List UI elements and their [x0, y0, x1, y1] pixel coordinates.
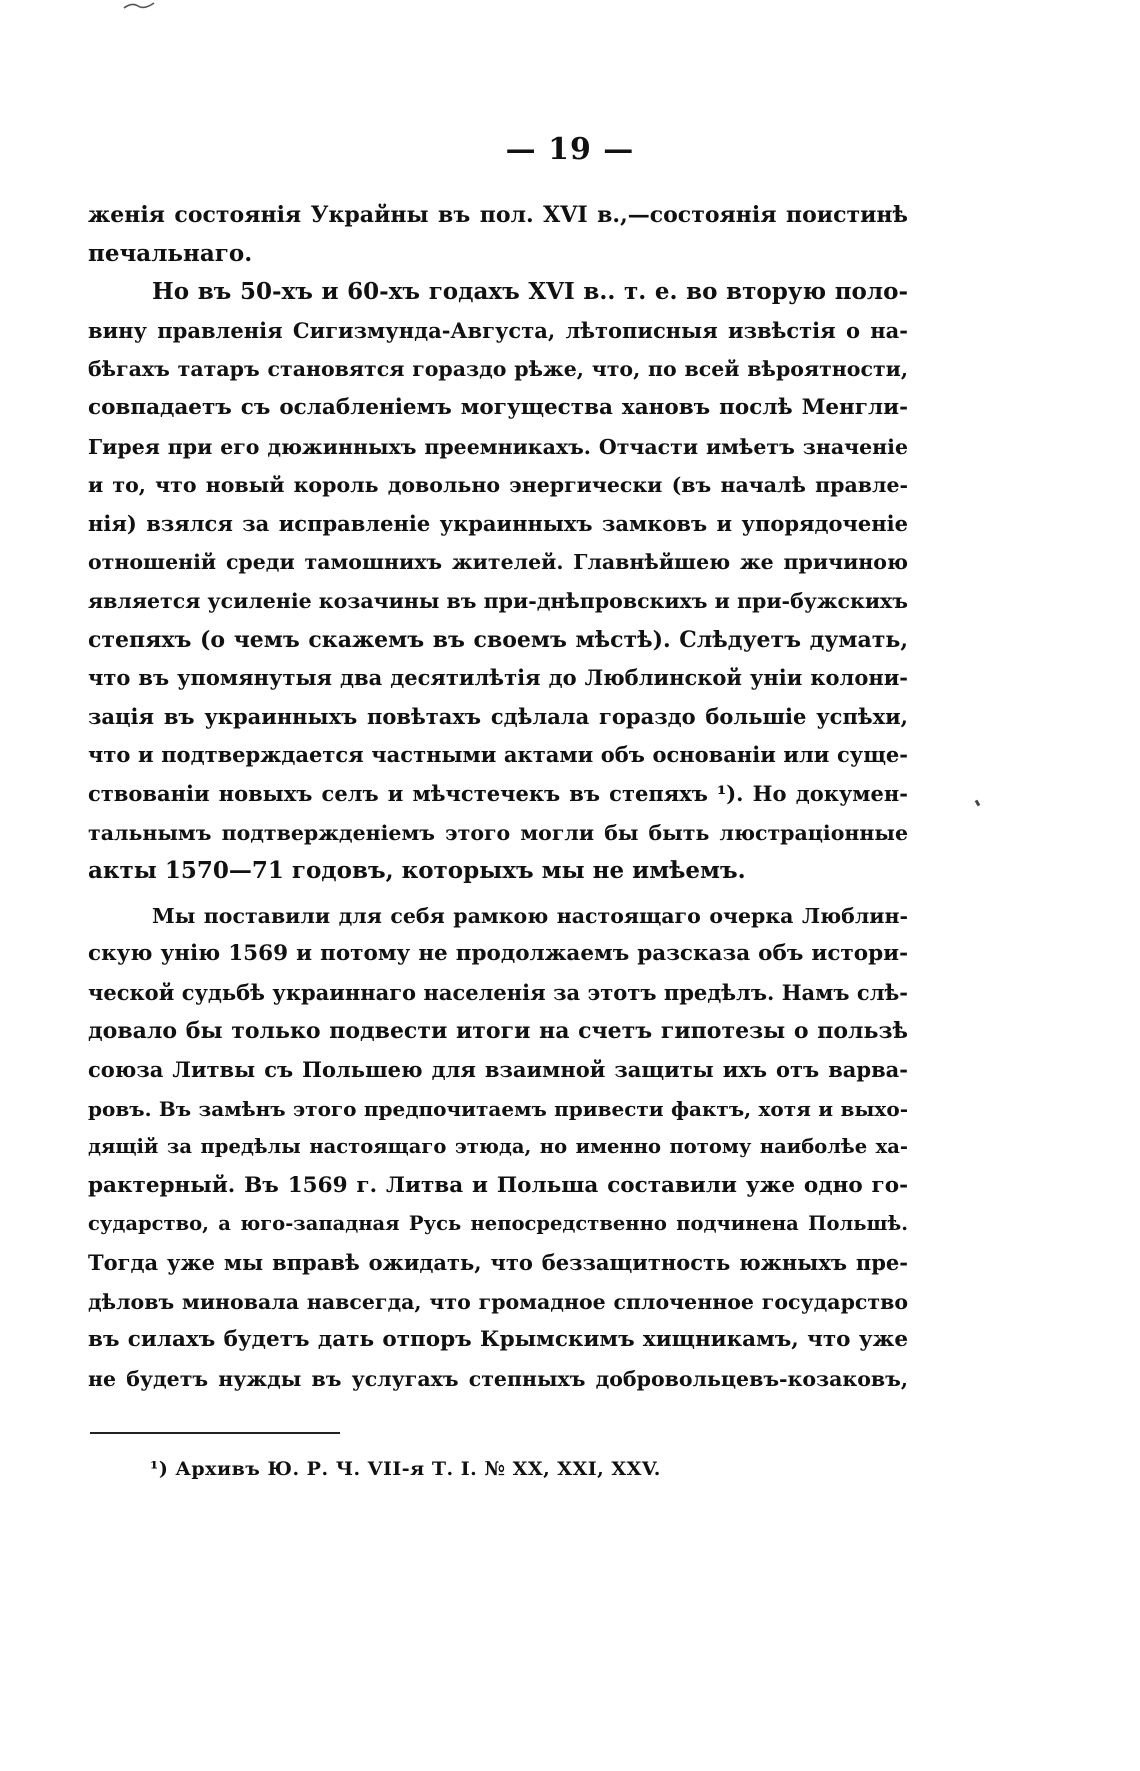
text-line: печальнаго.: [88, 239, 253, 267]
text-line: является усиленіе козачины въ при-днѣпровскихъ и при-бужскихъ: [88, 588, 908, 613]
text-line: ствованіи новыхъ селъ и мѣчстечекъ въ степяхъ ¹). Но докумен-: [88, 780, 908, 806]
text-line: въ силахъ будетъ дать отпоръ Крымскимъ хищникамъ, что уже: [88, 1327, 908, 1353]
paragraph-2: [88, 273, 908, 891]
text-line: Но въ 50-хъ и 60-хъ годахъ XVI в.. т. е. во вторую поло-: [152, 278, 908, 306]
footnote-divider: [90, 1432, 340, 1434]
text-line: дящій за предѣлы настоящаго этюда, но именно потому наиболѣе ха-: [88, 1135, 908, 1159]
text-line: скую унію 1569 и потому не продолжаемъ разсказа объ истори-: [88, 941, 908, 967]
text-line: Мы поставили для себя рамкою настоящаго очерка Люблин-: [152, 903, 908, 928]
scan-speck: [975, 800, 981, 807]
text-line: ческой судьбѣ украиннаго населенія за этотъ предѣлъ. Намъ слѣ-: [88, 979, 908, 1005]
paragraph-1: [88, 196, 908, 273]
text-line: совпадаетъ съ ослабленіемъ могущества хановъ послѣ Менгли-: [88, 394, 908, 420]
text-line: союза Литвы съ Польшею для взаимной защиты ихъ отъ варва-: [88, 1057, 908, 1083]
text-line: вину правленія Сигизмунда-Августа, лѣтописныя извѣстія о на-: [88, 317, 908, 343]
paragraph-3: [88, 897, 908, 1399]
text-line: нія) взялся за исправленіе украинныхъ замковъ и упорядоченіе: [88, 510, 908, 536]
text-line: отношеній среди тамошнихъ жителей. Главнѣйшею же причиною: [88, 550, 908, 575]
page-number: — 19 —: [505, 132, 635, 167]
text-line: не будетъ нужды въ услугахъ степныхъ добровольцевъ-козаковъ,: [88, 1366, 908, 1391]
text-line: женія состоянія Украйны въ пол. XVI в.,—состоянія поистинѣ: [88, 202, 908, 228]
text-line: дѣловъ миновала навсегда, что громадное сплоченное государство: [88, 1289, 908, 1314]
footnote: ¹) Архивъ Ю. Р. Ч. VII-я Т. I. № XX, XXI, XXV.: [150, 1458, 661, 1480]
text-line: что въ упомянутыя два десятилѣтія до Люблинской уніи колони-: [88, 665, 908, 691]
text-line: довало бы только подвести итоги на счетъ гипотезы о пользѣ: [88, 1018, 908, 1045]
text-line: ровъ. Въ замѣнъ этого предпочитаемъ привести фактъ, хотя и выхо-: [88, 1096, 908, 1121]
text-line: бѣгахъ татаръ становятся гораздо рѣже, что, по всей вѣроятности,: [88, 357, 908, 382]
text-line: рактерный. Въ 1569 г. Литва и Польша составили уже одно го-: [88, 1172, 908, 1198]
text-line: степяхъ (о чемъ скажемъ въ своемъ мѣстѣ). Слѣдуетъ думать,: [88, 626, 908, 653]
text-line: Тогда уже мы вправѣ ожидать, что беззащитность южныхъ пре-: [88, 1250, 908, 1276]
text-line: сударство, а юго-западная Русь непосредственно подчинена Польшѣ.: [88, 1212, 908, 1236]
text-line: и то, что новый король довольно энергически (въ началѣ правле-: [88, 473, 908, 498]
text-line: зація въ украинныхъ повѣтахъ сдѣлала гораздо большіе успѣхи,: [88, 703, 908, 729]
text-line: акты 1570—71 годовъ, которыхъ мы не имѣемъ.: [88, 857, 746, 885]
body-text: [88, 196, 908, 1398]
text-line: Гирея при его дюжинныхъ преемникахъ. Отчасти имѣетъ значеніе: [88, 434, 908, 459]
text-line: тальнымъ подтвержденіемъ этого могли бы быть люстраціонные: [88, 820, 908, 845]
text-line: что и подтверждается частными актами объ основаніи или суще-: [88, 742, 908, 768]
scan-mark-icon: [122, 0, 156, 10]
